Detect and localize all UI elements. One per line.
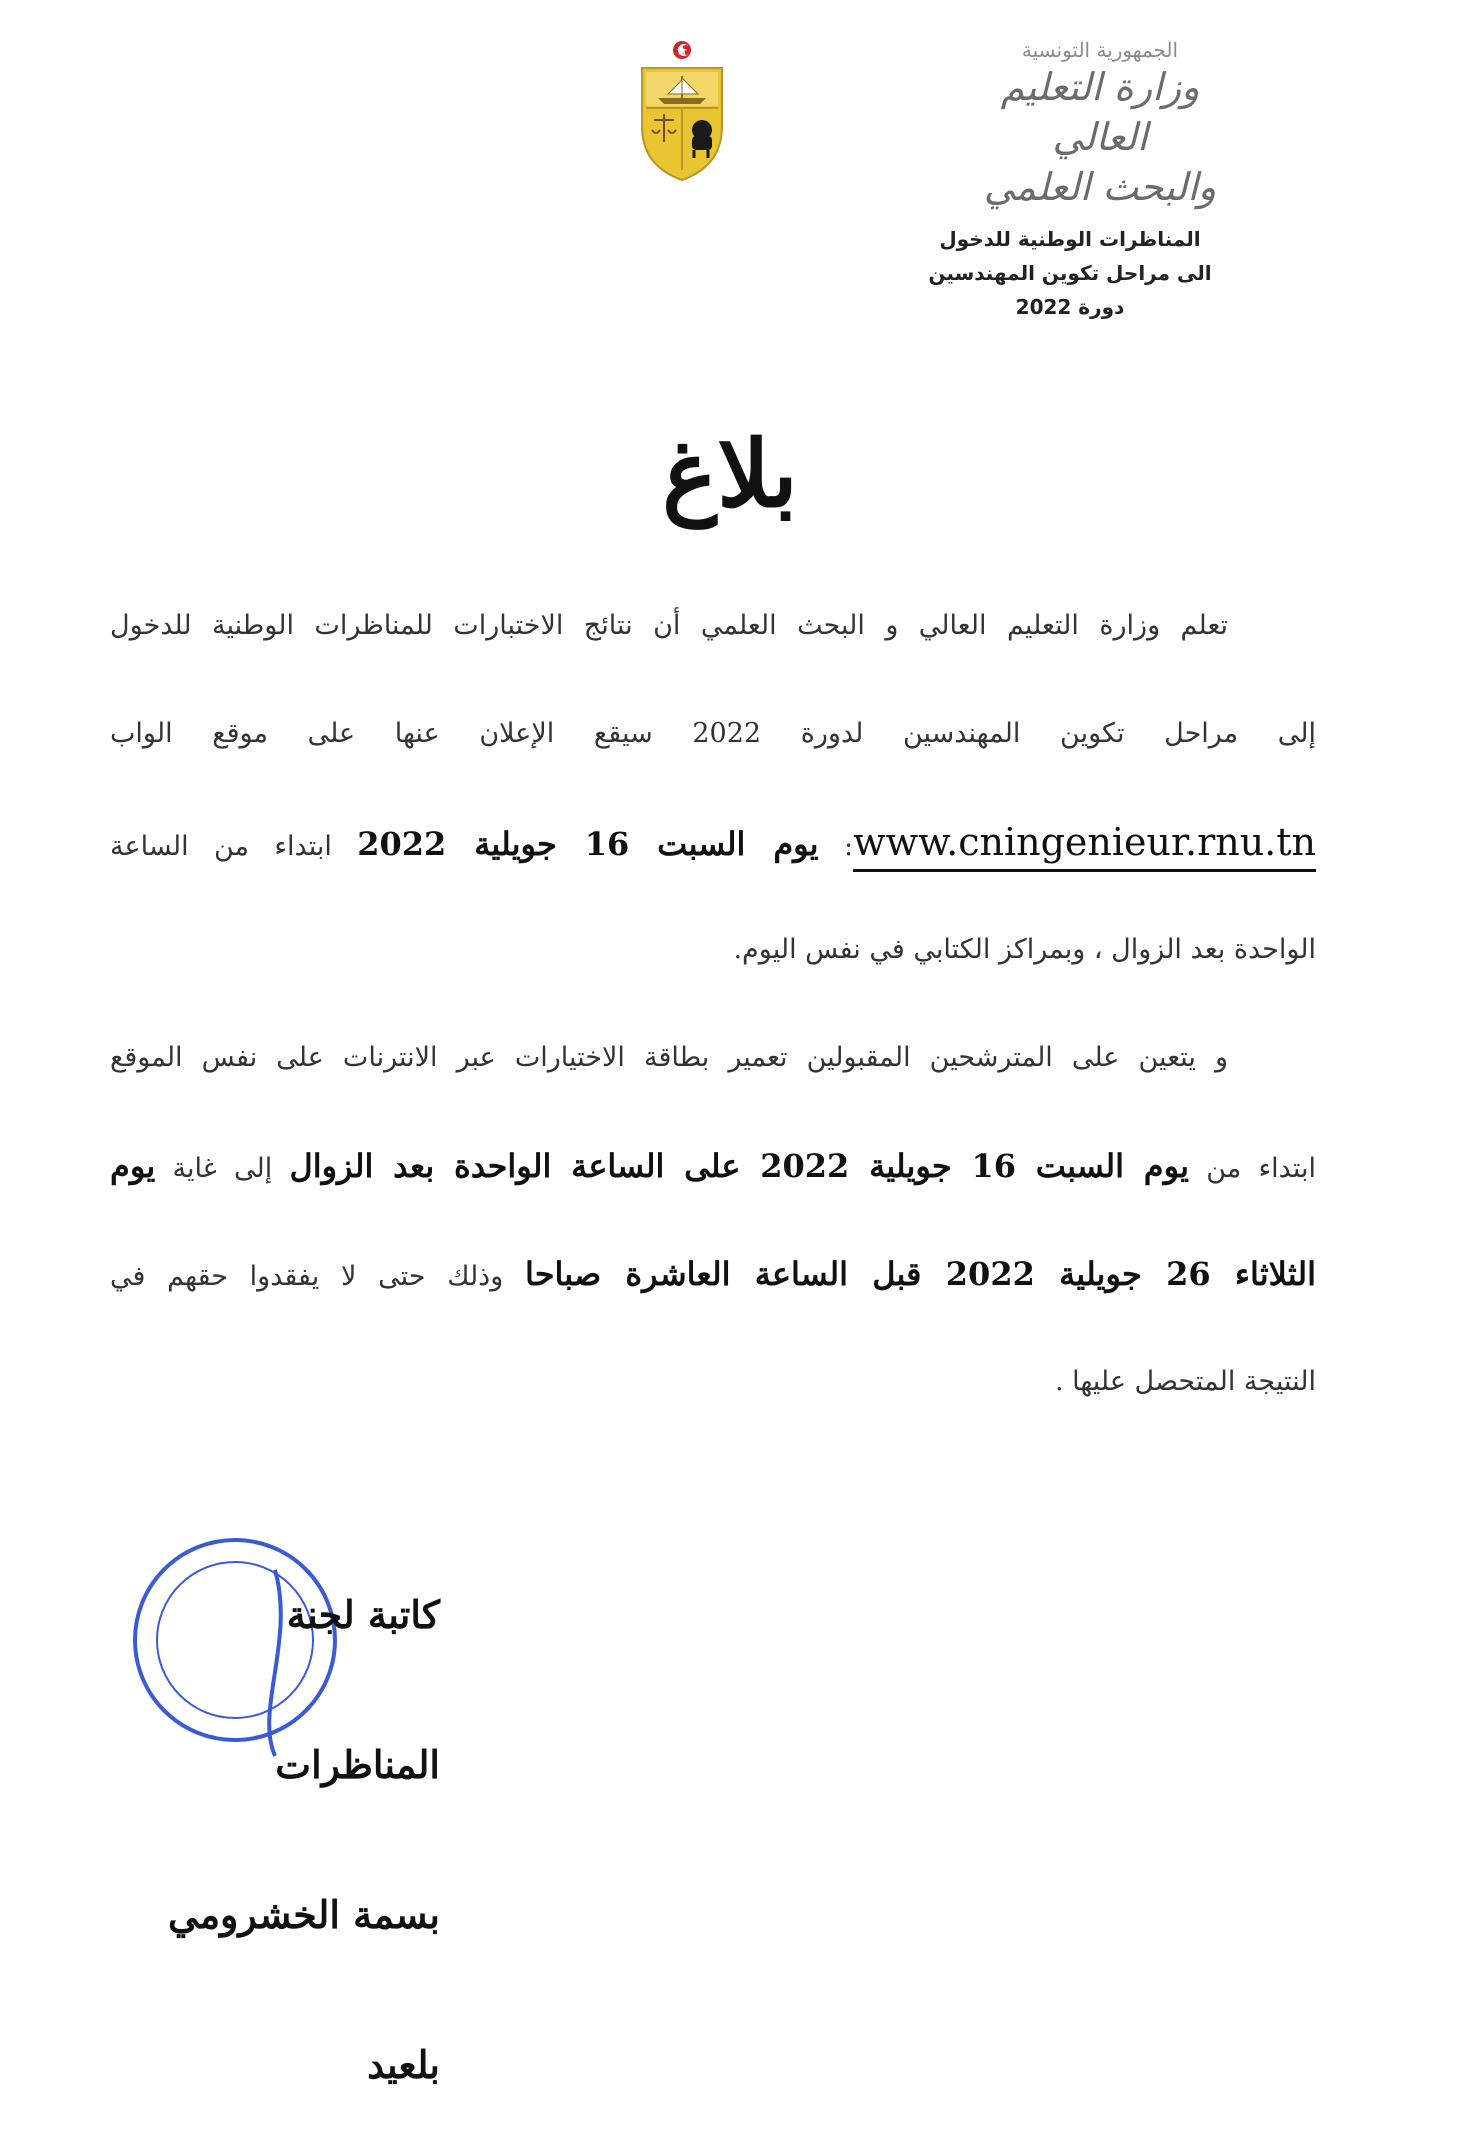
body-line-5: و يتعين على المترشحين المقبولين تعمير بطاقة الاختيارات عبر الانترنات على نفس الموقع (110, 1042, 1228, 1073)
body-line-3 (110, 806, 1316, 914)
ministry-header (950, 38, 1250, 212)
signatory-name: بسمة الخشرومي بلعيد (168, 1892, 440, 2087)
announcement-body (110, 590, 1316, 1454)
choices-end-date: الثلاثاء 26 جويلية 2022 قبل الساعة العاشرة صباحا (525, 1255, 1317, 1293)
signatory-title: كاتبة لجنة المناظرات (275, 1592, 440, 1787)
choices-start-date: يوم السبت 16 جويلية 2022 على الساعة الواحدة بعد الزوال (289, 1147, 1190, 1185)
body-line-7 (110, 1238, 1316, 1346)
body-line-3-rest: ابتداء من الساعة (110, 831, 332, 862)
ministry-name-line2: والبحث العلمي (983, 165, 1217, 209)
results-website-link[interactable]: www.cningenieur.rnu.tn (853, 820, 1317, 864)
republic-label: الجمهورية التونسية (1021, 38, 1179, 62)
results-date: يوم السبت 16 جويلية 2022 (357, 825, 819, 863)
body-line-8: النتيجة المتحصل عليها . (1054, 1366, 1316, 1397)
body-line-1: تعلم وزارة التعليم العالي و البحث العلمي أن نتائج الاختبارات للمناظرات الوطنية للدخول (110, 610, 1228, 641)
choices-end-day-word: يوم (110, 1147, 156, 1185)
body-line-7-rest: وذلك حتى لا يفقدوا حقهم في (110, 1261, 504, 1292)
contest-session: دورة 2022 (1015, 295, 1125, 319)
body-line-6-mid: إلى غاية (172, 1153, 273, 1184)
contest-line-1: المناظرات الوطنية للدخول (939, 227, 1201, 251)
colon: : (843, 831, 854, 862)
document-title: بلاغ (662, 420, 798, 528)
ministry-name-line1: وزارة التعليم العالي (1000, 65, 1200, 159)
tunisia-coat-of-arms-icon (636, 38, 728, 184)
body-line-6-start: ابتداء من (1206, 1153, 1317, 1184)
body-line-4: الواحدة بعد الزوال ، وبمراكز الكتابي في نفس اليوم. (733, 934, 1316, 965)
body-line-6 (110, 1130, 1316, 1238)
signature-block (110, 1540, 440, 2140)
body-line-2: إلى مراحل تكوين المهندسين لدورة 2022 سيقع الإعلان عنها على موقع الواب (110, 718, 1316, 749)
contest-info (900, 222, 1240, 324)
contest-line-2: الى مراحل تكوين المهندسين (928, 261, 1212, 285)
